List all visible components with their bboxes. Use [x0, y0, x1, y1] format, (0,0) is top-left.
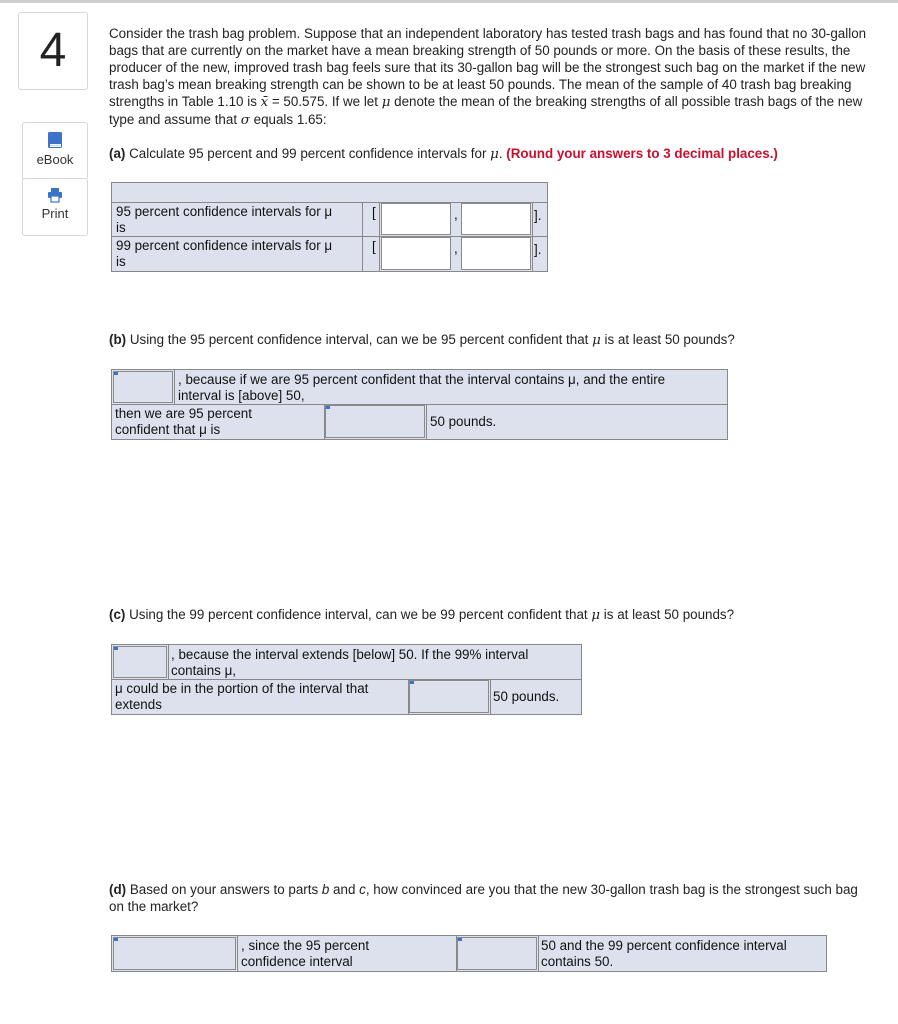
part-d-comparison-dropdown[interactable] — [457, 937, 537, 970]
part-b-suffix: 50 pounds. — [430, 414, 497, 429]
ebook-label: eBook — [36, 152, 74, 167]
ci99-close-bracket: ]. — [534, 242, 542, 257]
printer-icon — [47, 187, 63, 203]
part-d-table — [111, 935, 827, 972]
part-d-prompt: (d) Based on your answers to parts b and c, how convinced are you that the new 30-gallon trash bag is the strongest such bag on the market? — [109, 882, 858, 914]
part-a-table — [111, 182, 548, 272]
part-c-prompt: (c) Using the 99 percent confidence interval, can we be 99 percent confident that μ is at least 50 pounds? — [109, 607, 735, 623]
question-number: 4 — [18, 12, 88, 90]
ci99-label: 99 percent confidence intervals for μ is — [116, 238, 333, 269]
question-stem: Consider the trash bag problem. Suppose that an independent laboratory has tested trash bags and has found that no 30-gallon bags that are currently on the market have a mean breaking strength of 50 pounds or more. On the basis of these results, the producer of the new, improved trash bag feels sure that its 30-gallon bag will be the strongest such bag on the market if the new trash bag’s mean breaking strength can be shown to be at least 50 pounds. The mean of the sample of 40 trash bag breaking strengths in Table 1.10 is x̄ = 50.575. If we let μ denote the mean of the breaking strengths of all possible trash bags of the new type and assume that σ equals 1.65: — [109, 26, 867, 128]
part-c-reason-text: , because the interval extends [below] 50. If the 99% interval contains μ, — [171, 647, 529, 678]
part-c-direction-dropdown[interactable] — [409, 680, 489, 713]
part-b-reason-text: , because if we are 95 percent confident that the interval contains μ, and the entire interval is [above] 50, — [178, 372, 666, 403]
part-d-conviction-dropdown[interactable] — [113, 937, 236, 970]
ci95-comma: , — [454, 207, 458, 222]
ci95-close-bracket: ]. — [534, 208, 542, 223]
part-a-prompt: (a) Calculate 95 percent and 99 percent confidence intervals for μ. (Round your answers to 3 decimal places.) — [109, 146, 778, 162]
part-c-yes-no-dropdown[interactable] — [113, 646, 167, 678]
part-c-row2-label: μ could be in the portion of the interval that extends — [115, 681, 369, 712]
ci95-lower-input[interactable] — [381, 203, 451, 235]
ci95-open-bracket: [ — [372, 205, 376, 220]
ci99-upper-input[interactable] — [461, 237, 531, 270]
ebook-button[interactable] — [22, 122, 88, 180]
part-b-yes-no-dropdown[interactable] — [113, 371, 173, 403]
ci99-lower-input[interactable] — [381, 237, 451, 270]
book-icon — [47, 131, 63, 149]
part-b-row2-label: then we are 95 percent confident that μ is — [115, 406, 252, 437]
part-b-comparison-dropdown[interactable] — [325, 405, 425, 438]
ci95-label: 95 percent confidence intervals for μ is — [116, 204, 333, 235]
part-d-mid-text: , since the 95 percent confidence interval — [241, 938, 370, 969]
print-label: Print — [41, 206, 69, 221]
ci95-upper-input[interactable] — [461, 203, 531, 235]
part-c-suffix: 50 pounds. — [493, 689, 560, 704]
part-c-table — [111, 644, 582, 715]
print-button[interactable] — [22, 178, 88, 236]
ci99-comma: , — [454, 241, 458, 256]
top-border — [0, 0, 898, 3]
part-b-prompt: (b) Using the 95 percent confidence interval, can we be 95 percent confident that μ is at least 50 pounds? — [109, 332, 735, 348]
part-d-end-text: 50 and the 99 percent confidence interval contains 50. — [541, 938, 787, 969]
ci99-open-bracket: [ — [372, 239, 376, 254]
part-b-table — [111, 369, 728, 440]
